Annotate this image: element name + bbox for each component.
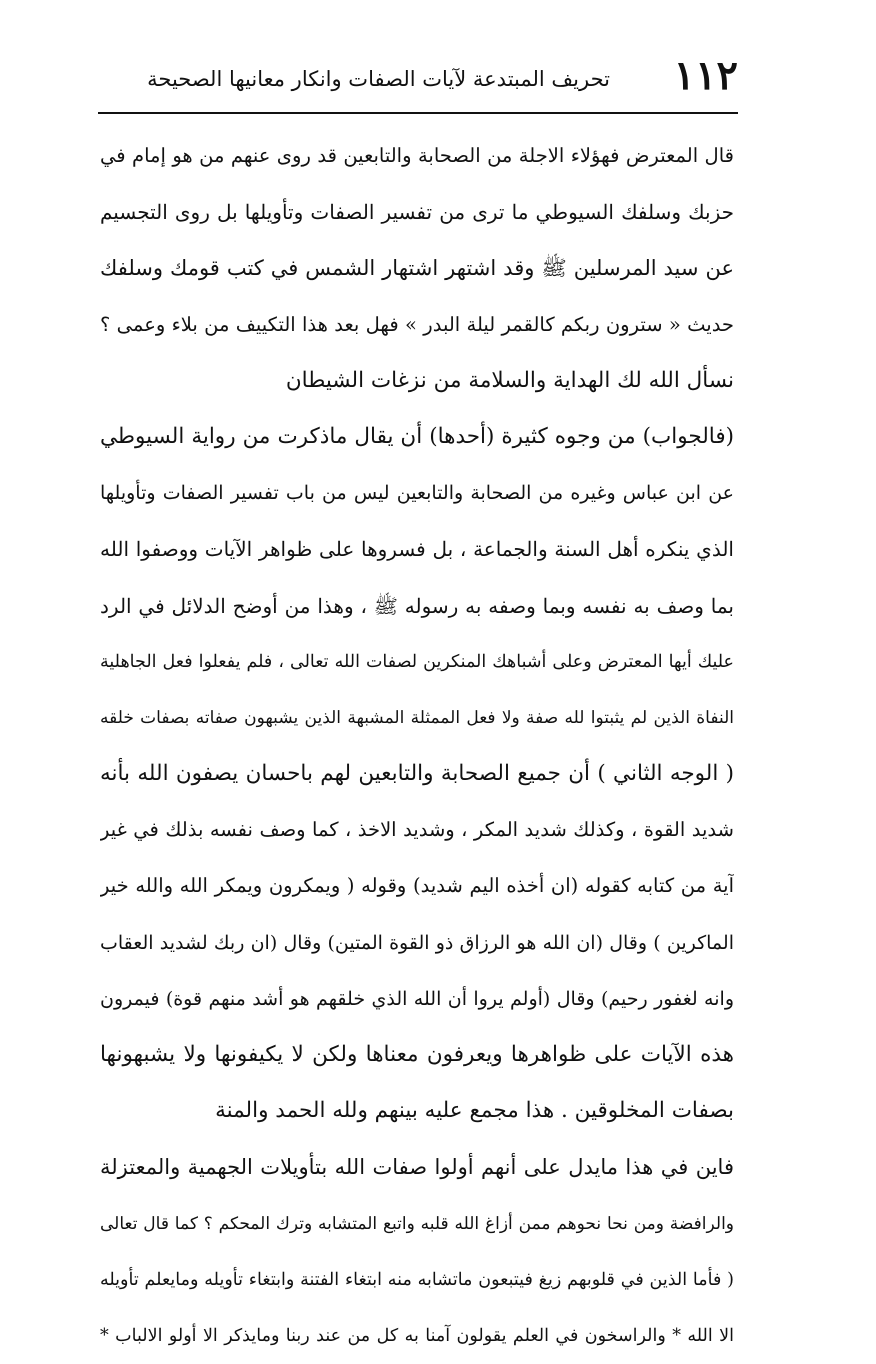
text-line: (فالجواب) من وجوه كثيرة (أحدها) أن يقال ماذكرت من رواية السيوطي (100, 423, 734, 449)
text-line: ( الوجه الثاني ) أن جميع الصحابة والتابعين لهم باحسان يصفون الله بأنه (100, 761, 734, 787)
text-line: فاين في هذا مايدل على أنهم أولوا صفات الله بتأويلات الجهمية والمعتزلة (100, 1155, 734, 1180)
text-line: حديث « سترون ربكم كالقمر ليلة البدر » فهل بعد هذا التكييف من بلاء وعمى ؟ (100, 312, 734, 336)
page-header (98, 48, 738, 110)
text-line: ( فأما الذين في قلوبهم زيغ فيتبعون ماتشابه منه ابتغاء الفتنة وابتغاء تأويله ومايعلم تأويله (100, 1269, 734, 1290)
text-line: عليك أيها المعترض وعلى أشباهك المنكرين لصفات الله تعالى ، فلم يفعلوا فعل الجاهلية (100, 651, 734, 672)
text-line: قال المعترض فهؤلاء الاجلة من الصحابة والتابعين قد روى عنهم من هو إمام في (100, 144, 734, 167)
text-line: نسأل الله لك الهداية والسلامة من نزغات الشيطان (285, 367, 734, 393)
running-title: تحريف المبتدعة لآيات الصفات وانكار معانيها الصحيحة (147, 67, 610, 91)
header-rule (98, 112, 738, 114)
text-line: وانه لغفور رحيم) وقال (أولم يروا أن الله الذي خلقهم هو أشد منهم قوة) فيمرون (100, 987, 734, 1010)
text-line: حزبك وسلفك السيوطي ما ترى من تفسير الصفات وتأويلها بل روى التجسيم (100, 200, 734, 225)
text-line: والرافضة ومن نحا نحوهم ممن أزاغ الله قلبه واتبع المتشابه وترك المحكم ؟ كما قال تعالى (100, 1213, 734, 1234)
text-line: عن ابن عباس وغيره من الصحابة والتابعين ليس من باب تفسير الصفات وتأويلها (100, 482, 734, 505)
page-number: ١١٢ (673, 52, 738, 99)
body-text (100, 128, 734, 1364)
text-line: بما وصف به نفسه وبما وصفه به رسوله ﷺ ، وهذا من أوضح الدلائل في الرد (100, 593, 734, 618)
text-line: بصفات المخلوقين . هذا مجمع عليه بينهم ولله الحمد والمنة (215, 1098, 734, 1124)
text-line: هذه الآيات على ظواهرها ويعرفون معناها ولكن لا يكيفونها ولا يشبهونها (100, 1042, 734, 1067)
text-line: الماكرين ) وقال (ان الله هو الرزاق ذو القوة المتين) وقال (ان ربك لشديد العقاب (100, 931, 734, 954)
text-line: آية من كتابه كقوله (ان أخذه اليم شديد) وقوله ( ويمكرون ويمكر الله والله خير (100, 874, 734, 898)
text-line: الا الله * والراسخون في العلم يقولون آمنا به كل من عند ربنا ومايذكر الا أولو الالباب * (100, 1325, 734, 1346)
text-line: الذي ينكره أهل السنة والجماعة ، بل فسروها على ظواهر الآيات ووصفوا الله (100, 537, 734, 562)
text-line: شديد القوة ، وكذلك شديد المكر ، وشديد الاخذ ، كما وصف نفسه بذلك في غير (100, 818, 734, 842)
text-line: عن سيد المرسلين ﷺ وقد اشتهر اشتهار الشمس في كتب قومك وسلفك (100, 256, 734, 281)
text-line: النفاة الذين لم يثبتوا لله صفة ولا فعل الممثلة المشبهة الذين يشبهون صفاته بصفات خلقه (100, 707, 734, 728)
